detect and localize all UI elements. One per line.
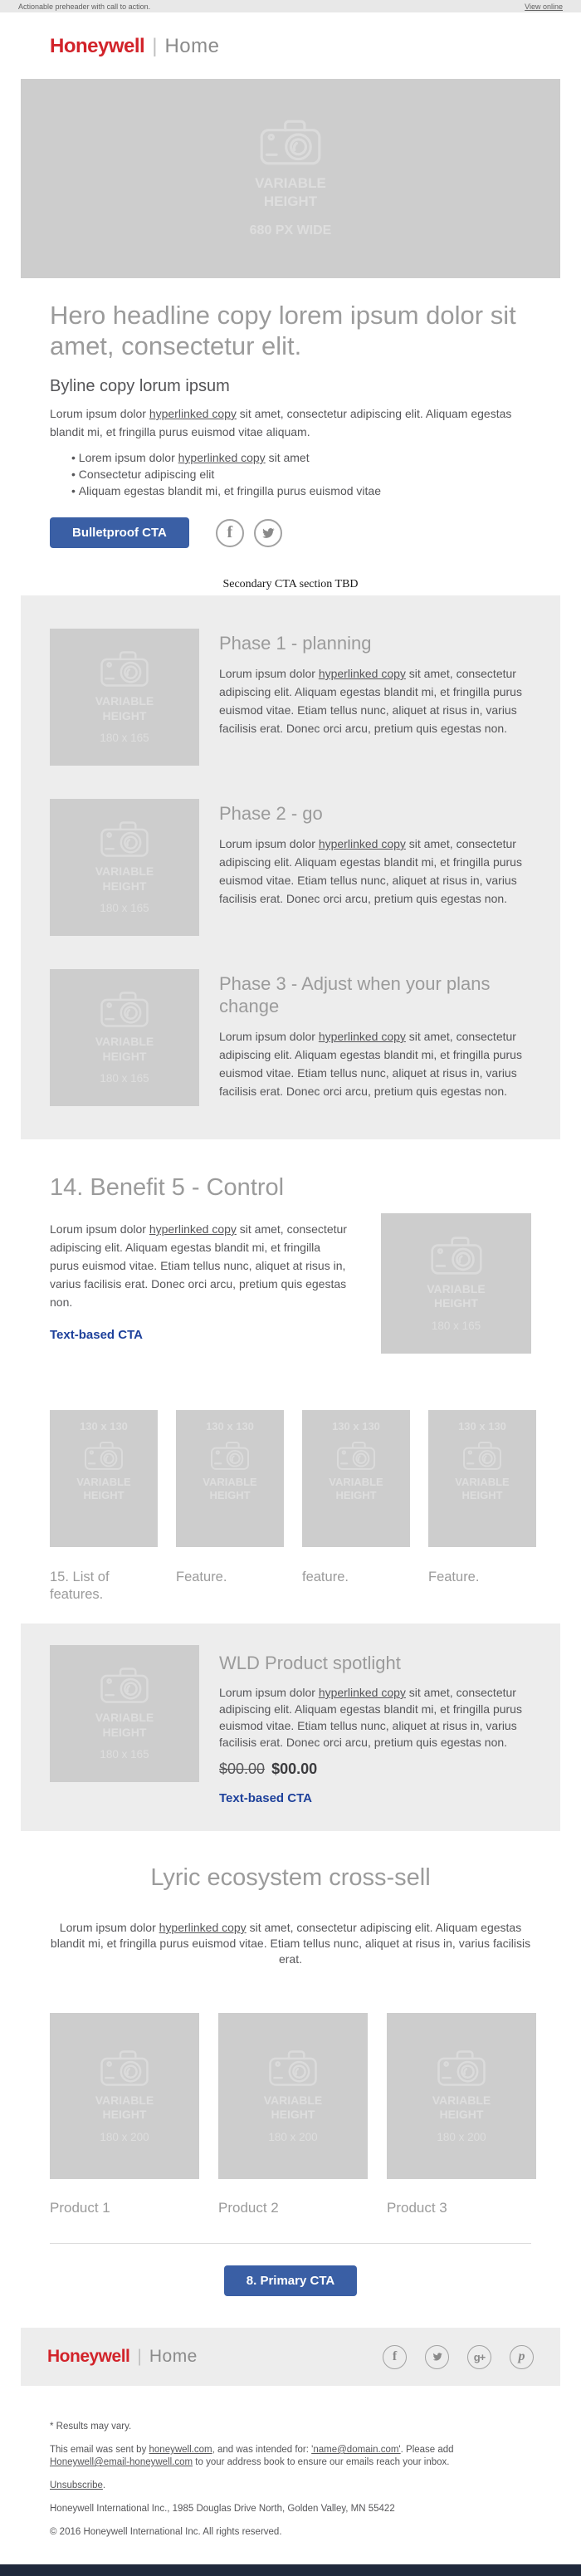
hero-headline: Hero headline copy lorem ipsum dolor sit amet, consectetur elit. [50,301,516,360]
camera-icon [268,2050,318,2087]
product-1-label: Product 1 [50,2200,110,2216]
feature-2-image-placeholder [176,1410,284,1547]
placeholder-label: VARIABLE HEIGHT [255,175,326,209]
placeholder-size: 180 x 165 [100,902,149,914]
view-online-link[interactable]: View online [525,2,563,11]
product-3-image-placeholder [387,2013,536,2179]
body-text: sit amet, consectetur adipiscing elit. Aliquam egestas blandit mi, et fringilla purus euismod vitae aliquam. [50,407,512,438]
benefit-text-cta[interactable]: Text-based CTA [50,1328,143,1342]
hyperlinked-copy-link[interactable]: hyperlinked copy [178,451,266,464]
body-text: Lorum ipsum dolor [50,1222,149,1236]
hero-body [50,404,531,441]
placeholder-label: VARIABLE HEIGHT [95,1711,154,1739]
body-text: sit amet, consectetur adipiscing elit. Aliquam egestas blandit mi, et fringilla purus euismod vitae. Etiam tellus nunc, aliquet at risus in, varius facilisis erat. Donec orci arcu, pretium quis egestas non. [219,1030,522,1098]
body-text: Lorum ipsum dolor [59,1921,159,1934]
product-spotlight-section [21,1623,560,1831]
hero-cta-row [50,517,531,548]
phase-row-3 [50,969,527,1106]
hero-byline: Byline copy lorum ipsum [50,377,230,395]
phase-3-body [219,1027,527,1100]
logo-home-label: Home [164,35,220,57]
feature-item-2 [176,1410,284,1604]
hyperlinked-copy-link[interactable]: hyperlinked copy [159,1921,247,1934]
product-grid [21,2013,560,2216]
camera-icon [430,1236,483,1276]
product-2-image-placeholder [218,2013,368,2179]
product-item-2 [218,2013,368,2216]
spotlight-text-cta[interactable]: Text-based CTA [219,1791,312,1805]
camera-icon [210,1441,250,1471]
facebook-icon[interactable] [216,519,244,547]
benefit-heading: 14. Benefit 5 - Control [50,1174,285,1201]
pinterest-icon[interactable] [510,2345,534,2369]
feature-item-1 [50,1410,158,1604]
phase-2-image-placeholder [50,799,199,936]
facebook-glyph: f [392,2349,398,2363]
placeholder-size: 180 x 200 [437,2130,486,2143]
logo-divider: | [137,2347,142,2366]
honeywell-wordmark: Honeywell [47,2347,130,2366]
hero-social-icons [216,519,282,547]
camera-icon [100,650,149,688]
footer-logo [47,2347,198,2367]
product-item-3 [387,2013,536,2216]
price-old: $00.00 [219,1761,266,1777]
placeholder-label: VARIABLE HEIGHT [432,2093,491,2121]
body-text: Lorum ipsum dolor [219,837,319,850]
fine-print-text: This email was sent by [50,2445,149,2455]
feature-1-image-placeholder [50,1410,158,1547]
phase-3-title: Phase 3 - Adjust when your plans change [219,973,491,1016]
preheader-bar [0,0,581,12]
body-text: Lorum ipsum dolor [50,407,149,420]
footer-fine-print [21,2386,560,2564]
placeholder-label: VARIABLE HEIGHT [95,2093,154,2121]
fine-print-text: . Please add [400,2445,454,2455]
placeholder-size: 130 x 130 [206,1420,254,1432]
spotlight-body [219,1684,527,1751]
hero-bullet-list [50,449,531,499]
placeholder-label: VARIABLE HEIGHT [95,864,154,893]
body-text: sit amet, consectetur adipiscing elit. Aliquam egestas blandit mi, et fringilla purus euismod vitae. Etiam tellus nunc, aliquet at risus in, varius facilisis erat. Donec orci arcu, pretium quis egestas non. [219,667,522,735]
crosssell-section [21,1864,560,2216]
spotlight-image-placeholder [50,1645,199,1782]
camera-icon [84,1441,124,1471]
recipient-email-link[interactable]: 'name@domain.com' [311,2445,401,2455]
crosssell-body [42,1920,540,1967]
placeholder-label: VARIABLE HEIGHT [329,1476,383,1502]
body-text: sit amet, consectetur adipiscing elit. Aliquam egestas blandit mi, et fringilla purus euismod vitae. Etiam tellus nunc, aliquet at risus in, varius facilisis erat. Donec orci arcu, pretium quis egestas non. [50,1222,347,1309]
feature-2-label: Feature. [176,1570,227,1584]
placeholder-label: VARIABLE HEIGHT [263,2093,323,2121]
camera-icon [100,820,149,858]
results-disclaimer: * Results may vary. [50,2422,132,2432]
placeholder-size: 180 x 165 [431,1319,481,1332]
camera-icon [259,119,322,166]
feature-item-4 [428,1410,536,1604]
preheader-text: Actionable preheader with call to action. [18,2,151,11]
footer-social-icons [383,2345,534,2369]
placeholder-label: VARIABLE HEIGHT [95,694,154,722]
placeholder-label: VARIABLE HEIGHT [455,1476,510,1502]
hyperlinked-copy-link[interactable]: hyperlinked copy [318,1686,406,1699]
feature-4-label: Feature. [428,1570,480,1584]
logo-divider: | [152,35,158,57]
spotlight-title: WLD Product spotlight [219,1653,401,1673]
copyright-line: © 2016 Honeywell International Inc. All rights reserved. [50,2527,282,2537]
body-text: Lorum ipsum dolor [219,1030,319,1043]
placeholder-size: 180 x 165 [100,1748,149,1761]
twitter-bird-glyph [432,2351,443,2363]
honeywell-wordmark: Honeywell [50,35,145,57]
secondary-cta-note: Secondary CTA section TBD [222,578,359,590]
hyperlinked-copy-link[interactable]: hyperlinked copy [149,1222,237,1236]
phase-1-body [219,664,527,737]
bullet-text: sit amet [265,451,310,464]
primary-cta-button[interactable]: 8. Primary CTA [224,2265,357,2296]
placeholder-size: 680 PX WIDE [249,223,332,238]
camera-icon [437,2050,486,2087]
twitter-bird-glyph [261,526,276,541]
placeholder-size: 130 x 130 [80,1420,128,1432]
bulletproof-cta-button[interactable]: Bulletproof CTA [50,517,189,548]
facebook-icon[interactable] [383,2345,407,2369]
fine-print-text: . [102,2481,106,2490]
placeholder-size: 130 x 130 [332,1420,380,1432]
price-new: $00.00 [271,1761,318,1777]
features-section [21,1410,560,1604]
google-plus-icon[interactable] [467,2345,491,2369]
sender-email-link[interactable]: Honeywell@email-honeywell.com [50,2457,193,2467]
phase-1-title: Phase 1 - planning [219,633,372,654]
bullet-item [71,449,531,466]
placeholder-label: VARIABLE HEIGHT [427,1281,486,1310]
body-text: Lorum ipsum dolor [219,1686,319,1699]
unsubscribe-link[interactable]: Unsubscribe [50,2481,103,2490]
crosssell-heading: Lyric ecosystem cross-sell [150,1864,431,1891]
camera-icon [100,2050,149,2087]
body-text: Lorum ipsum dolor [219,667,319,680]
fine-print-text: , and was intended for: [212,2445,312,2455]
benefit-body [50,1220,351,1311]
hyperlinked-copy-link[interactable]: hyperlinked copy [318,667,406,680]
fine-print-text: to your address book to ensure our emails reach your inbox. [193,2457,450,2467]
logo-home-label: Home [149,2347,198,2366]
feature-3-label: feature. [302,1570,349,1584]
bottom-bar [0,2564,581,2576]
google-plus-glyph: g+ [473,2350,486,2363]
price-row [219,1761,527,1778]
phases-section [21,595,560,1139]
facebook-glyph: f [227,523,233,541]
phase-3-image-placeholder [50,969,199,1106]
header-logo [21,12,560,79]
footer-brand-band [21,2328,560,2386]
body-text: sit amet, consectetur adipiscing elit. Aliquam egestas blandit mi, et fringilla purus euismod vitae. Etiam tellus nunc, aliquet at risus in, varius facilisis erat. Donec orci arcu, pretium quis egestas non. [219,837,522,905]
hero-image-placeholder [21,79,560,278]
product-1-image-placeholder [50,2013,199,2179]
product-3-label: Product 3 [387,2200,447,2216]
phase-row-2 [50,799,527,936]
benefit-section [21,1174,560,1354]
feature-4-image-placeholder [428,1410,536,1547]
twitter-icon[interactable] [425,2345,449,2369]
hyperlinked-copy-link[interactable]: hyperlinked copy [318,1030,406,1043]
feature-item-3 [302,1410,410,1604]
placeholder-size: 180 x 165 [100,1072,149,1085]
placeholder-label: VARIABLE HEIGHT [95,1035,154,1063]
pinterest-glyph: p [518,2349,525,2363]
feature-1-label: 15. List of features. [50,1570,110,1602]
honeywell-com-link[interactable]: honeywell.com [149,2445,212,2455]
product-item-1 [50,2013,199,2216]
bullet-item: • Consectetur adipiscing elit [71,466,531,482]
placeholder-size: 180 x 165 [100,732,149,744]
placeholder-label: VARIABLE HEIGHT [76,1476,131,1502]
hyperlinked-copy-link[interactable]: hyperlinked copy [318,837,406,850]
product-2-label: Product 2 [218,2200,279,2216]
placeholder-label: VARIABLE HEIGHT [203,1476,257,1502]
benefit-image-placeholder [381,1213,531,1354]
section-divider [50,2243,531,2244]
phase-2-body [219,835,527,908]
camera-icon [336,1441,376,1471]
feature-3-image-placeholder [302,1410,410,1547]
camera-icon [100,1667,149,1704]
unsubscribe-line [50,2480,531,2492]
hyperlinked-copy-link[interactable]: hyperlinked copy [149,407,237,420]
bullet-text: Lorem ipsum dolor [78,451,178,464]
postal-address: Honeywell International Inc., 1985 Douglas Drive North, Golden Valley, MN 55422 [50,2504,395,2514]
phase-2-title: Phase 2 - go [219,803,323,824]
placeholder-size: 180 x 200 [100,2130,149,2143]
camera-icon [100,991,149,1028]
body-text: sit amet, consectetur adipiscing elit. Aliquam egestas blandit mi, et fringilla purus euismod vitae. Etiam tellus nunc, aliquet at risus in, varius facilisis erat. Donec orci arcu, pretium quis egestas non. [219,1686,522,1749]
phase-row-1 [50,629,527,766]
bullet-item: • Aliquam egestas blandit mi, et fringilla purus euismod vitae [71,482,531,499]
camera-icon [462,1441,502,1471]
twitter-icon[interactable] [254,519,282,547]
body-text: sit amet, consectetur adipiscing elit. Aliquam egestas blandit mi, et fringilla purus euismod vitae. Etiam tellus nunc, aliquet at risus in, varius facilisis erat. [50,1921,531,1966]
phase-1-image-placeholder [50,629,199,766]
placeholder-size: 180 x 200 [268,2130,318,2143]
placeholder-size: 130 x 130 [458,1420,506,1432]
sent-by-line [50,2444,531,2469]
